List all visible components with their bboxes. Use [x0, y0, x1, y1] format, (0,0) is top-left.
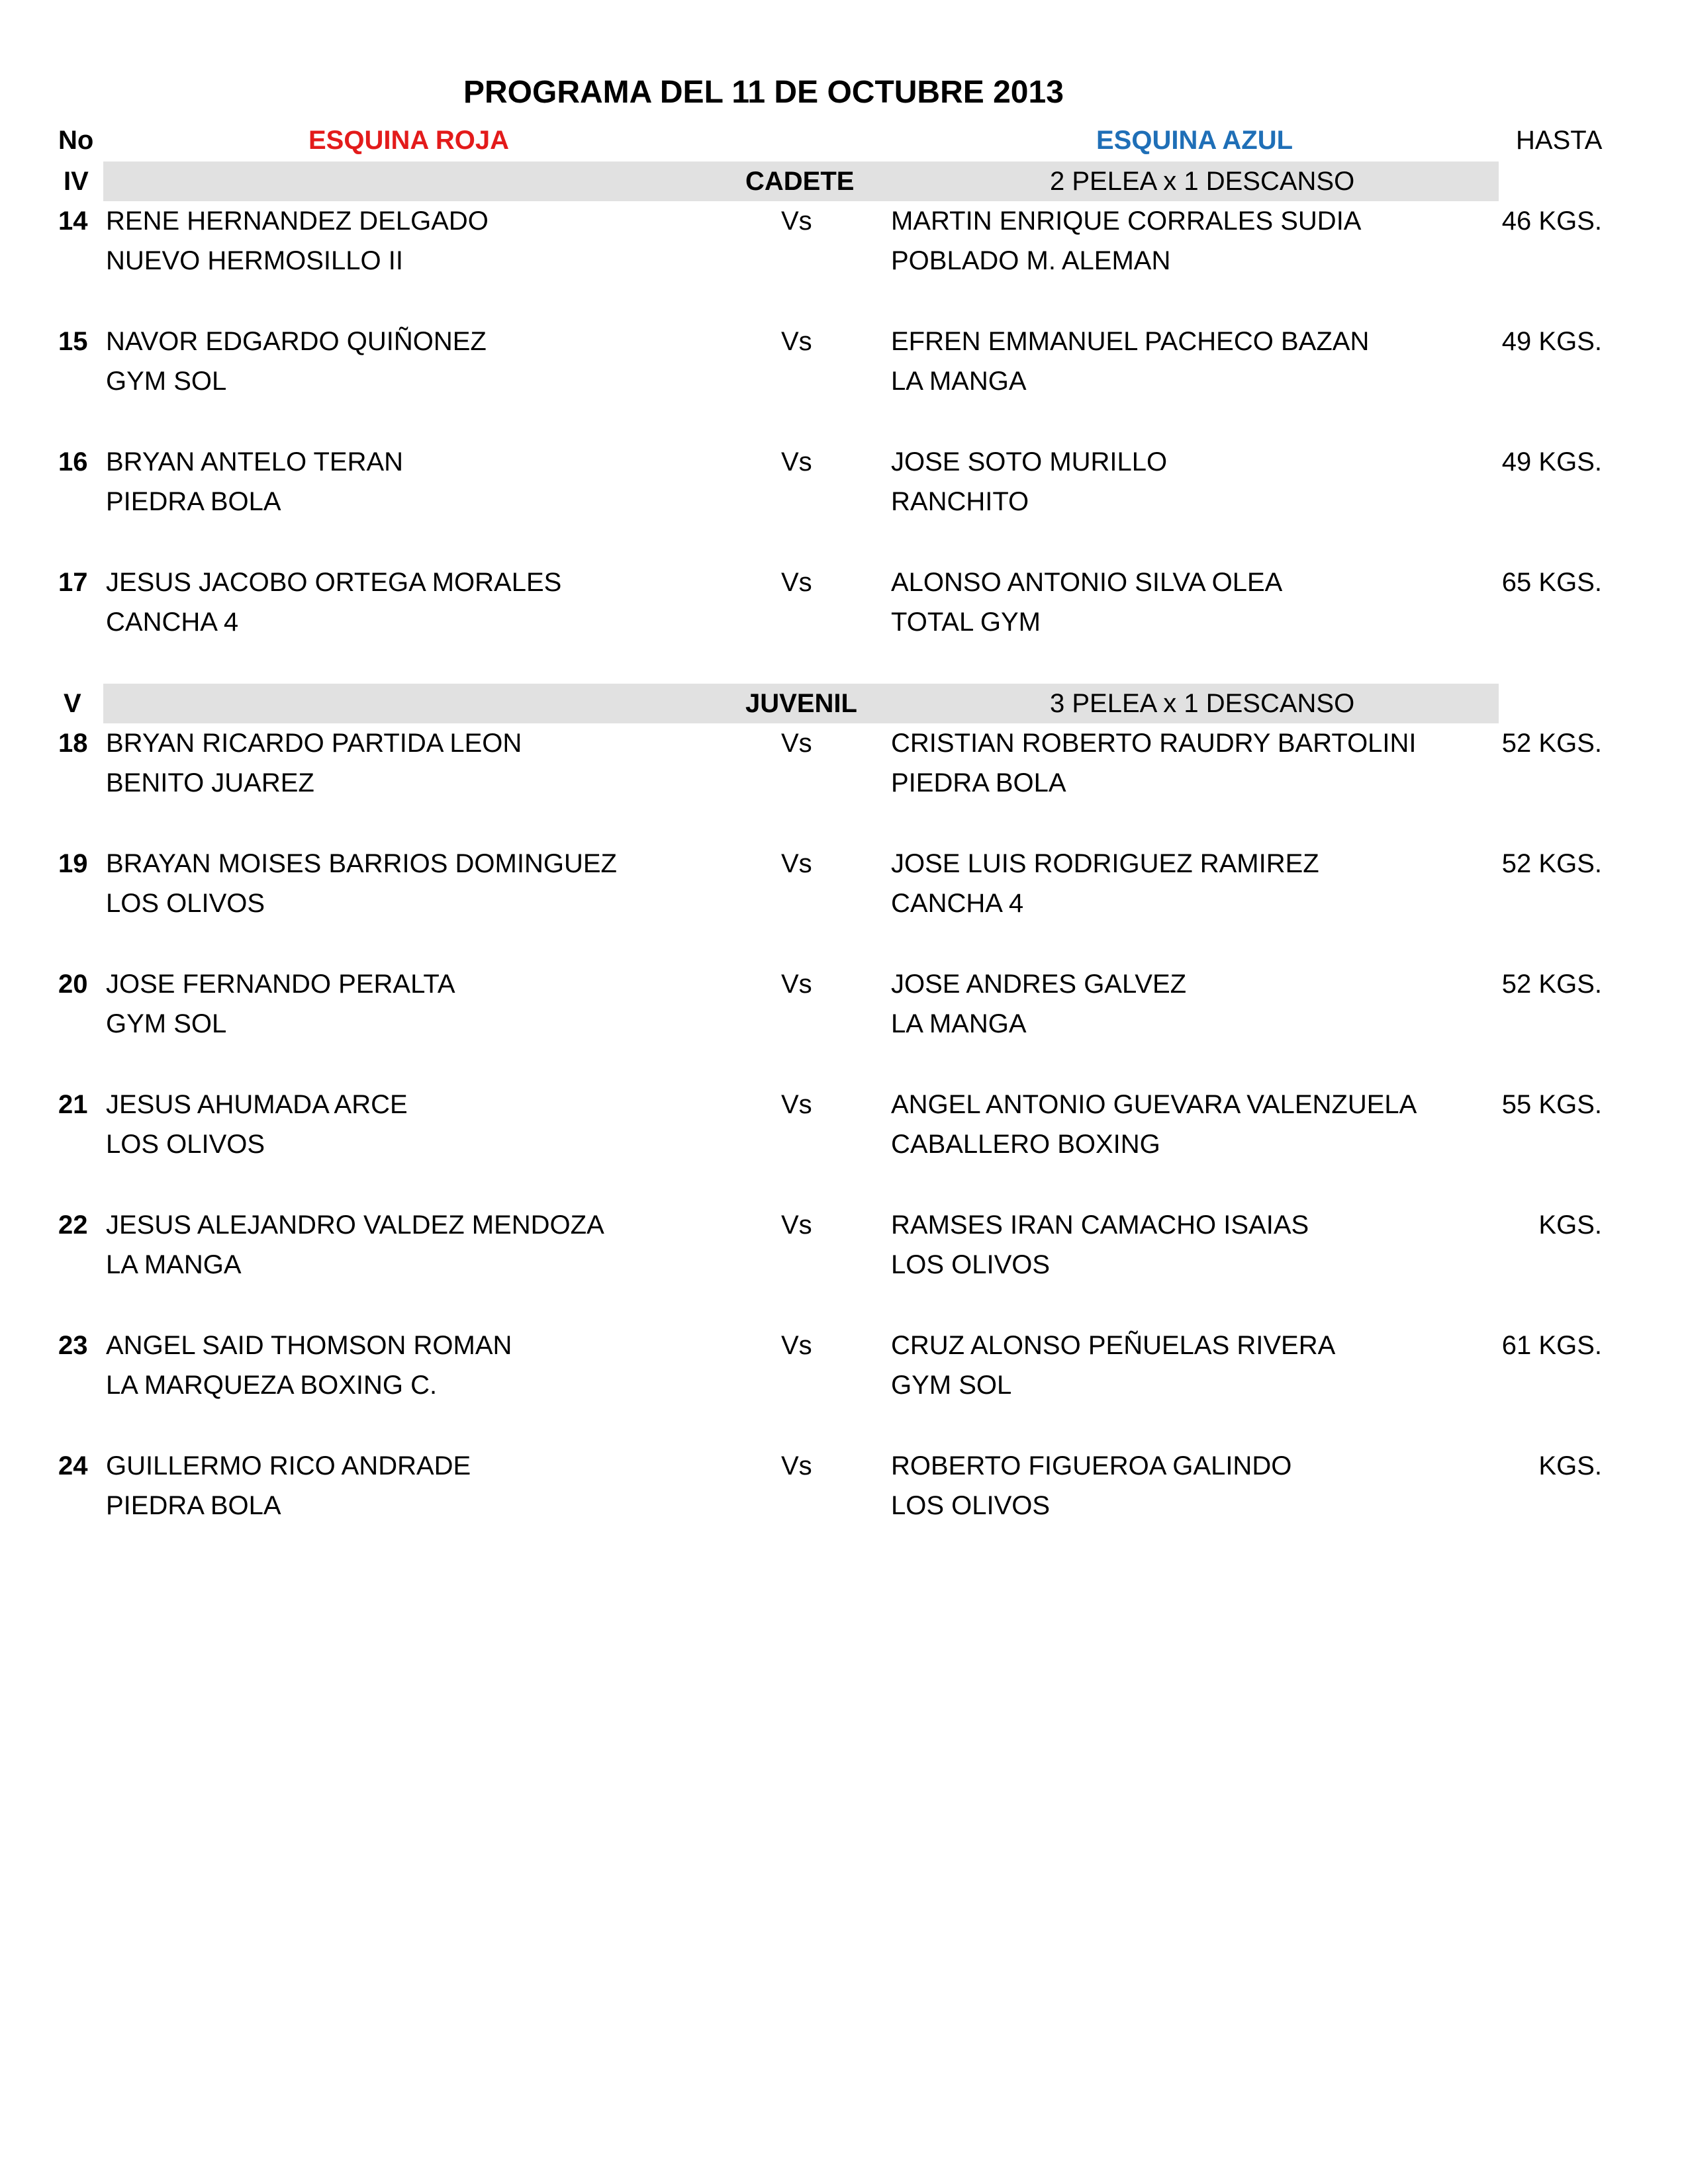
blue-fighter-name: ALONSO ANTONIO SILVA OLEA [891, 568, 1283, 597]
section-rule: 2 PELEA x 1 DESCANSO [1050, 167, 1355, 196]
bout-number: 23 [58, 1331, 88, 1360]
section-juvenil [0, 684, 1688, 723]
blue-fighter-name: JOSE SOTO MURILLO [891, 447, 1168, 477]
vs-label: Vs [781, 1210, 812, 1240]
blue-fighter-name: RAMSES IRAN CAMACHO ISAIAS [891, 1210, 1309, 1240]
bout-number: 17 [58, 568, 88, 597]
red-fighter-club: PIEDRA BOLA [106, 1491, 281, 1520]
bout-number: 22 [58, 1210, 88, 1240]
blue-fighter-club: POBLADO M. ALEMAN [891, 246, 1171, 275]
red-fighter-name: BRYAN RICARDO PARTIDA LEON [106, 729, 522, 758]
blue-fighter-club: TOTAL GYM [891, 608, 1041, 637]
section-rule: 3 PELEA x 1 DESCANSO [1050, 689, 1355, 718]
blue-fighter-name: MARTIN ENRIQUE CORRALES SUDIA [891, 206, 1362, 236]
red-fighter-name: ANGEL SAID THOMSON ROMAN [106, 1331, 512, 1360]
bout-number: 15 [58, 327, 88, 356]
bout-number: 20 [58, 970, 88, 999]
red-fighter-club: CANCHA 4 [106, 608, 239, 637]
weight-limit: KGS. [1538, 1210, 1602, 1240]
blue-fighter-club: RANCHITO [891, 487, 1029, 516]
vs-label: Vs [781, 447, 812, 477]
red-fighter-club: LA MANGA [106, 1250, 242, 1279]
red-fighter-club: LOS OLIVOS [106, 1130, 265, 1159]
blue-fighter-club: LOS OLIVOS [891, 1250, 1051, 1279]
section-roman: V [64, 689, 81, 718]
bout-row [0, 849, 1688, 933]
bout-row [0, 729, 1688, 812]
header-red-corner: ESQUINA ROJA [308, 126, 510, 155]
blue-fighter-club: GYM SOL [891, 1371, 1012, 1400]
red-fighter-name: JOSE FERNANDO PERALTA [106, 970, 455, 999]
red-fighter-name: BRAYAN MOISES BARRIOS DOMINGUEZ [106, 849, 617, 878]
bout-row [0, 1331, 1688, 1414]
blue-fighter-name: ROBERTO FIGUEROA GALINDO [891, 1451, 1292, 1480]
red-fighter-club: LA MARQUEZA BOXING C. [106, 1371, 438, 1400]
section-category: CADETE [745, 167, 855, 196]
vs-label: Vs [781, 568, 812, 597]
red-fighter-name: GUILLERMO RICO ANDRADE [106, 1451, 471, 1480]
weight-limit: 49 KGS. [1501, 447, 1602, 477]
header-hasta: HASTA [1516, 126, 1603, 155]
blue-fighter-name: CRUZ ALONSO PEÑUELAS RIVERA [891, 1331, 1336, 1360]
bout-row [0, 447, 1688, 531]
weight-limit: 52 KGS. [1501, 970, 1602, 999]
blue-fighter-club: CABALLERO BOXING [891, 1130, 1160, 1159]
bout-row [0, 1210, 1688, 1294]
bout-row [0, 327, 1688, 410]
red-fighter-club: GYM SOL [106, 1009, 227, 1038]
weight-limit: 52 KGS. [1501, 849, 1602, 878]
red-fighter-name: RENE HERNANDEZ DELGADO [106, 206, 489, 236]
weight-limit: 65 KGS. [1501, 568, 1602, 597]
bout-number: 16 [58, 447, 88, 477]
red-fighter-club: NUEVO HERMOSILLO II [106, 246, 403, 275]
section-category: JUVENIL [745, 689, 857, 718]
red-fighter-club: GYM SOL [106, 367, 227, 396]
vs-label: Vs [781, 327, 812, 356]
vs-label: Vs [781, 1451, 812, 1480]
vs-label: Vs [781, 1090, 812, 1119]
vs-label: Vs [781, 849, 812, 878]
red-fighter-name: JESUS AHUMADA ARCE [106, 1090, 408, 1119]
red-fighter-name: JESUS JACOBO ORTEGA MORALES [106, 568, 562, 597]
header-blue-corner: ESQUINA AZUL [1096, 126, 1293, 155]
vs-label: Vs [781, 970, 812, 999]
bout-row [0, 970, 1688, 1053]
red-fighter-club: PIEDRA BOLA [106, 487, 281, 516]
section-cadete [0, 161, 1688, 201]
blue-fighter-club: PIEDRA BOLA [891, 768, 1066, 797]
bout-row [0, 1451, 1688, 1535]
section-roman: IV [64, 167, 89, 196]
red-fighter-club: BENITO JUAREZ [106, 768, 314, 797]
vs-label: Vs [781, 206, 812, 236]
red-fighter-name: JESUS ALEJANDRO VALDEZ MENDOZA [106, 1210, 604, 1240]
blue-fighter-club: CANCHA 4 [891, 889, 1024, 918]
bout-number: 24 [58, 1451, 88, 1480]
blue-fighter-club: LA MANGA [891, 367, 1027, 396]
bout-number: 14 [58, 206, 88, 236]
blue-fighter-club: LA MANGA [891, 1009, 1027, 1038]
bout-row [0, 206, 1688, 290]
bout-number: 19 [58, 849, 88, 878]
header-no: No [58, 126, 94, 155]
weight-limit: KGS. [1538, 1451, 1602, 1480]
blue-fighter-club: LOS OLIVOS [891, 1491, 1051, 1520]
blue-fighter-name: CRISTIAN ROBERTO RAUDRY BARTOLINI [891, 729, 1417, 758]
vs-label: Vs [781, 1331, 812, 1360]
blue-fighter-name: JOSE LUIS RODRIGUEZ RAMIREZ [891, 849, 1319, 878]
blue-fighter-name: EFREN EMMANUEL PACHECO BAZAN [891, 327, 1370, 356]
blue-fighter-name: JOSE ANDRES GALVEZ [891, 970, 1187, 999]
red-fighter-name: BRYAN ANTELO TERAN [106, 447, 404, 477]
red-fighter-name: NAVOR EDGARDO QUIÑONEZ [106, 327, 487, 356]
red-fighter-club: LOS OLIVOS [106, 889, 265, 918]
page-title: PROGRAMA DEL 11 DE OCTUBRE 2013 [463, 75, 1064, 110]
weight-limit: 46 KGS. [1501, 206, 1602, 236]
weight-limit: 49 KGS. [1501, 327, 1602, 356]
bout-number: 18 [58, 729, 88, 758]
vs-label: Vs [781, 729, 812, 758]
blue-fighter-name: ANGEL ANTONIO GUEVARA VALENZUELA [891, 1090, 1417, 1119]
weight-limit: 61 KGS. [1501, 1331, 1602, 1360]
weight-limit: 52 KGS. [1501, 729, 1602, 758]
bout-row [0, 568, 1688, 651]
bout-number: 21 [58, 1090, 88, 1119]
bout-row [0, 1090, 1688, 1173]
weight-limit: 55 KGS. [1501, 1090, 1602, 1119]
